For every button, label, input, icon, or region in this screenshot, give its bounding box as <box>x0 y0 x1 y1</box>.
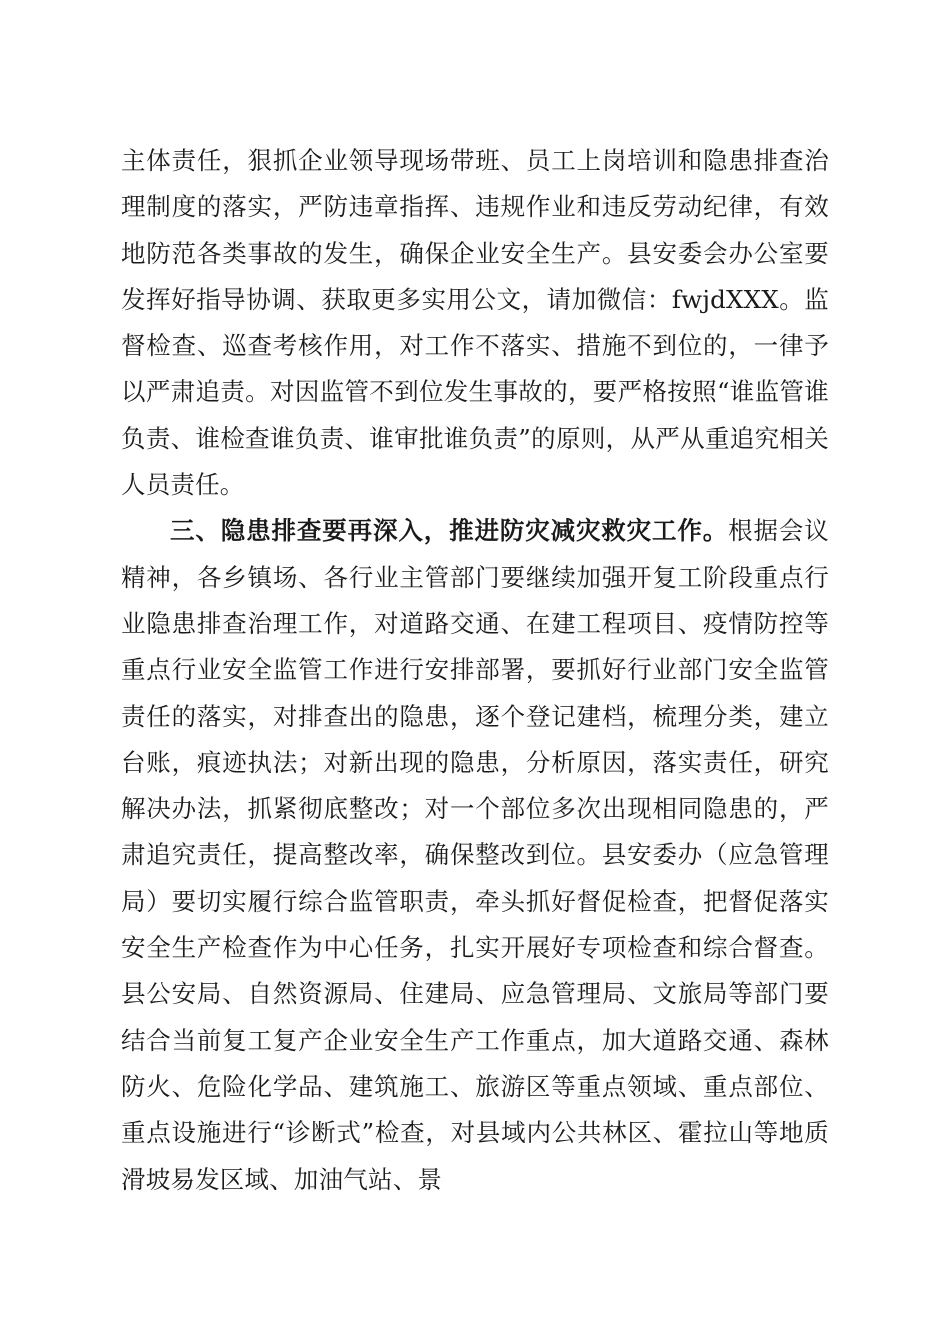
section-3-heading: 三、隐患排查要再深入，推进防灾减灾救灾工作。 <box>170 516 729 546</box>
section-3-paragraph <box>121 508 829 1202</box>
body-paragraph: 主体责任，狠抓企业领导现场带班、员工上岗培训和隐患排查治理制度的落实，严防违章指挥、违规作业和违反劳动纪律，有效地防范各类事故的发生，确保企业安全生产。县安委会办公室要发挥好指导协调、获取更多实用公文，请加微信：fwjdXXX。监督检查、巡查考核作用，对工作不落实、措施不到位的，一律予以严肃追责。对因监管不到位发生事故的，要严格按照“谁监管谁负责、谁检查谁负责、谁审批谁负责”的原则，从严从重追究相关人员责任。 <box>121 146 829 500</box>
document-page <box>121 138 829 1203</box>
section-3-body: 根据会议精神，各乡镇场、各行业主管部门要继续加强开复工阶段重点行业隐患排查治理工作，对道路交通、在建工程项目、疫情防控等重点行业安全监管工作进行安排部署，要抓好行业部门安全监管责任的落实，对排查出的隐患，逐个登记建档，梳理分类，建立台账，痕迹执法；对新出现的隐患，分析原因，落实责任，研究解决办法，抓紧彻底整改；对一个部位多次出现相同隐患的，严肃追究责任，提高整改率，确保整改到位。县安委办（应急管理局）要切实履行综合监管职责，牵头抓好督促检查，把督促落实安全生产检查作为中心任务，扎实开展好专项检查和综合督查。县公安局、自然资源局、住建局、应急管理局、文旅局等部门要结合当前复工复产企业安全生产工作重点，加大道路交通、森林防火、危险化学品、建筑施工、旅游区等重点领域、重点部位、重点设施进行“诊断式”检查，对县域内公共林区、霍拉山等地质滑坡易发区域、加油气站、景 <box>121 516 829 1194</box>
